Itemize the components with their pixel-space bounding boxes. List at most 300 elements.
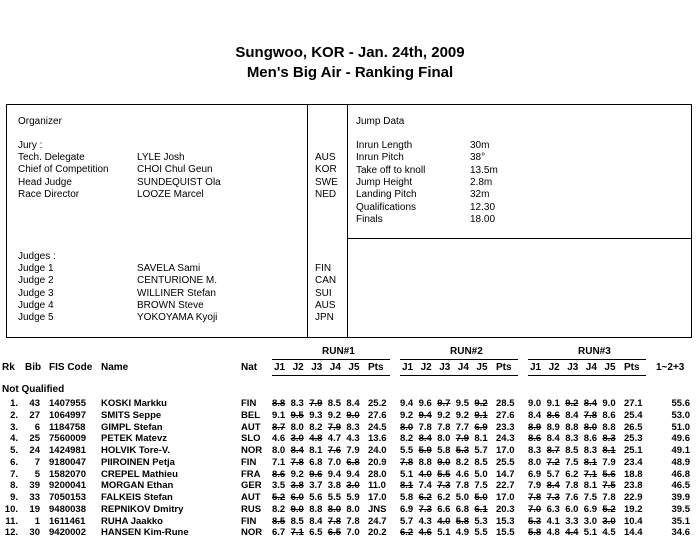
- table-row: [0, 445, 700, 456]
- judge-col-header: J1: [402, 362, 414, 373]
- judge-score-cell: 4.6: [418, 527, 432, 539]
- col-fis-code: FIS Code: [49, 362, 93, 373]
- col-rank: Rk: [2, 362, 15, 373]
- judge-score-cell: 8.5: [272, 515, 286, 527]
- judge-score-cell: 3.0: [602, 515, 616, 527]
- judge-score-cell: 8.6: [602, 409, 616, 421]
- bib-cell: 27: [29, 409, 40, 421]
- judge-score-cell: 6.9: [474, 421, 488, 433]
- nat-cell: FIN: [241, 398, 257, 409]
- judge-score-cell: 6.3: [546, 503, 560, 515]
- judge-name: CENTURIONE M.: [137, 275, 217, 287]
- judge-score-cell: 6.7: [272, 527, 286, 539]
- run-points-cell: 17.0: [368, 492, 387, 503]
- judge-score-cell: 7.9: [327, 421, 342, 433]
- run2-header: RUN#2: [450, 346, 483, 357]
- jury-nat: KOR: [315, 164, 337, 176]
- fis-code-cell: 1184758: [49, 421, 86, 433]
- judge-score-cell: 4.6: [272, 433, 286, 445]
- run-points-cell: 17.0: [496, 445, 515, 456]
- judge-score-cell: 8.3: [583, 445, 598, 456]
- bib-cell: 19: [29, 503, 40, 515]
- judge-score-cell: 6.9: [400, 503, 414, 515]
- bib-cell: 24: [29, 445, 40, 456]
- judge-score-cell: 5.7: [546, 468, 560, 480]
- jury-role: Head Judge: [18, 176, 72, 188]
- run-points-cell: 23.4: [624, 456, 643, 468]
- total-cell: 39.5: [671, 503, 690, 515]
- judge-score-cell: 4.6: [455, 468, 470, 480]
- judge-score-cell: 7.8: [437, 421, 451, 433]
- judge-score-cell: 8.8: [309, 503, 323, 515]
- judge-score-cell: 9.0: [602, 398, 616, 409]
- judge-score-cell: 3.7: [309, 480, 323, 492]
- jump-data-label: Take off to knoll: [356, 164, 426, 176]
- judge-score-cell: 7.9: [309, 398, 323, 409]
- judge-score-cell: 8.0: [528, 456, 542, 468]
- judge-score-cell: 7.9: [455, 433, 470, 445]
- jump-data-label: Jump Data: [356, 116, 405, 127]
- judge-score-cell: 7.5: [602, 480, 616, 492]
- run-points-cell: 26.5: [624, 421, 643, 433]
- table-row: [0, 398, 700, 409]
- judge-name: SAVELA Sami: [137, 263, 201, 274]
- table-row: [0, 516, 700, 527]
- judge-score-cell: 7.8: [290, 456, 304, 468]
- fis-code-cell: 9480038: [49, 503, 86, 515]
- judge-score-cell: 8.3: [602, 433, 616, 445]
- judge-score-cell: 9.7: [437, 398, 451, 409]
- run-points-cell: 25.2: [368, 398, 387, 409]
- judge-score-cell: 8.0: [272, 445, 286, 456]
- jump-data-label: Finals: [356, 213, 383, 225]
- athlete-name-cell: HANSEN Kim-Rune: [101, 527, 189, 539]
- judge-score-cell: 5.3: [455, 445, 470, 456]
- judge-score-cell: 8.4: [346, 398, 360, 409]
- judge-score-cell: 9.2: [290, 468, 304, 480]
- judge-name: BROWN Steve: [137, 299, 204, 311]
- judge-score-cell: 7.8: [455, 480, 470, 492]
- run-header-rule: [528, 359, 646, 360]
- judge-score-cell: 9.2: [455, 409, 470, 421]
- judge-score-cell: 9.2: [565, 398, 579, 409]
- rank-cell: 1.: [10, 398, 18, 409]
- col-nat: Nat: [241, 362, 258, 373]
- fis-code-cell: 1407955: [49, 398, 86, 409]
- table-row: [0, 422, 700, 433]
- rank-cell: 9.: [10, 492, 18, 503]
- jump-data-label: Inrun Pitch: [356, 152, 404, 164]
- judge-score-cell: 5.5: [327, 492, 342, 503]
- run-points-cell: 15.5: [496, 527, 515, 539]
- judge-score-cell: 6.0: [290, 492, 304, 503]
- judge-score-cell: 5.2: [272, 492, 286, 503]
- fis-code-cell: 1582070: [49, 468, 86, 480]
- judge-score-cell: 8.1: [400, 480, 414, 492]
- judge-score-cell: 8.4: [528, 409, 542, 421]
- run-points-cell: 25.5: [496, 456, 515, 468]
- judge-score-cell: 4.0: [437, 515, 451, 527]
- judge-score-cell: 9.6: [309, 468, 323, 480]
- judge-score-cell: 7.7: [455, 421, 470, 433]
- judge-score-cell: 7.8: [346, 515, 360, 527]
- run-points-cell: 28.5: [496, 398, 515, 409]
- judge-score-cell: 8.4: [546, 433, 560, 445]
- judge-score-cell: 8.5: [290, 515, 304, 527]
- judge-score-cell: 8.2: [400, 433, 414, 445]
- nat-cell: FIN: [241, 456, 257, 468]
- bib-cell: 25: [29, 433, 40, 445]
- judge-score-cell: 8.6: [528, 433, 542, 445]
- page-title: Sungwoo, KOR - Jan. 24th, 2009: [235, 44, 465, 61]
- judge-score-cell: 8.5: [474, 456, 488, 468]
- judges-label: Judges :: [18, 251, 56, 262]
- judge-score-cell: 7.3: [418, 503, 432, 515]
- table-row: [0, 433, 700, 444]
- athlete-name-cell: SMITS Seppe: [101, 409, 162, 421]
- athlete-name-cell: GIMPL Stefan: [101, 421, 163, 433]
- judge-col-header: J4: [457, 362, 469, 373]
- judge-score-cell: 6.8: [309, 456, 323, 468]
- judge-score-cell: 7.1: [583, 468, 598, 480]
- judge-col-header: Pts: [496, 362, 512, 373]
- total-cell: 46.5: [671, 480, 690, 492]
- jump-data-label: Jump Height: [356, 176, 413, 188]
- rank-cell: 2.: [10, 409, 18, 421]
- rank-cell: 7.: [10, 468, 18, 480]
- run3-header: RUN#3: [578, 346, 611, 357]
- run-points-cell: 14.4: [624, 527, 643, 539]
- judge-score-cell: 8.3: [528, 445, 542, 456]
- jump-data-label: Qualifications: [356, 201, 417, 213]
- judge-score-cell: 3.8: [327, 480, 342, 492]
- judge-score-cell: 9.4: [327, 468, 342, 480]
- judge-col-header: J2: [548, 362, 560, 373]
- judge-col-header: J5: [604, 362, 616, 373]
- judge-role: Judge 2: [18, 275, 54, 287]
- table-row: [0, 469, 700, 480]
- judge-col-header: J2: [420, 362, 432, 373]
- section-label: Not Qualified: [2, 384, 65, 395]
- judge-score-cell: 6.5: [309, 527, 323, 539]
- judge-nat: JPN: [315, 312, 334, 324]
- judge-score-cell: 6.8: [346, 456, 360, 468]
- nat-cell: BEL: [241, 409, 260, 421]
- judge-score-cell: 8.4: [565, 409, 579, 421]
- col-total: 1~2+3: [656, 362, 685, 373]
- judge-score-cell: 8.1: [583, 480, 598, 492]
- judge-score-cell: 8.5: [565, 445, 579, 456]
- judge-score-cell: 3.0: [346, 480, 360, 492]
- judge-score-cell: 7.1: [290, 527, 304, 539]
- run-points-cell: 24.0: [368, 445, 387, 456]
- judge-score-cell: 8.6: [583, 433, 598, 445]
- judge-score-cell: 8.6: [272, 468, 286, 480]
- judge-score-cell: 7.5: [583, 492, 598, 503]
- judge-col-header: J4: [329, 362, 341, 373]
- judge-score-cell: 7.8: [602, 492, 616, 503]
- judge-score-cell: 5.5: [400, 445, 414, 456]
- judge-col-header: J1: [274, 362, 286, 373]
- nat-cell: NOR: [241, 527, 263, 539]
- judge-header-rule: [400, 375, 518, 376]
- judge-score-cell: 7.0: [346, 527, 360, 539]
- info-box-divider-1: [307, 104, 308, 338]
- judge-score-cell: 4.8: [546, 527, 560, 539]
- judge-score-cell: 4.5: [602, 527, 616, 539]
- judge-score-cell: 8.9: [546, 421, 560, 433]
- col-name: Name: [101, 362, 129, 373]
- judge-header-rule: [528, 375, 646, 376]
- judge-score-cell: 9.3: [309, 409, 323, 421]
- jury-nat: SWE: [315, 176, 338, 188]
- judge-score-cell: 5.9: [418, 445, 432, 456]
- judge-col-header: Pts: [368, 362, 384, 373]
- run-points-cell: JNS: [368, 503, 387, 515]
- judge-score-cell: 5.1: [583, 527, 598, 539]
- judge-score-cell: 7.0: [327, 456, 342, 468]
- athlete-name-cell: PIIROINEN Petja: [101, 456, 175, 468]
- judge-score-cell: 5.1: [437, 527, 451, 539]
- run-points-cell: 20.3: [496, 503, 515, 515]
- judge-score-cell: 3.5: [272, 480, 286, 492]
- nat-cell: RUS: [241, 503, 262, 515]
- jump-data-value: 30m: [470, 140, 490, 151]
- judge-score-cell: 8.0: [327, 503, 342, 515]
- fis-code-cell: 1424981: [49, 445, 86, 456]
- bib-cell: 7: [34, 456, 40, 468]
- run-points-cell: 18.8: [624, 468, 643, 480]
- judge-score-cell: 5.6: [309, 492, 323, 503]
- nat-cell: AUT: [241, 421, 261, 433]
- judge-score-cell: 5.8: [437, 445, 451, 456]
- judge-score-cell: 5.2: [602, 503, 616, 515]
- organizer-label: Organizer: [18, 116, 62, 127]
- athlete-name-cell: CREPEL Mathieu: [101, 468, 178, 480]
- rank-cell: 10.: [4, 503, 18, 515]
- judge-score-cell: 8.1: [602, 445, 616, 456]
- rank-cell: 4.: [10, 433, 18, 445]
- judge-score-cell: 8.4: [583, 398, 598, 409]
- rank-cell: 8.: [10, 480, 18, 492]
- judge-score-cell: 8.8: [418, 456, 432, 468]
- nat-cell: SLO: [241, 433, 261, 445]
- run-points-cell: 25.4: [624, 409, 643, 421]
- judge-score-cell: 8.7: [546, 445, 560, 456]
- judge-score-cell: 8.4: [418, 433, 432, 445]
- judge-score-cell: 8.4: [290, 445, 304, 456]
- fis-code-cell: 9420002: [49, 527, 86, 539]
- jury-nat: AUS: [315, 152, 336, 163]
- jury-role: Chief of Competition: [18, 164, 109, 176]
- info-box: [6, 104, 692, 338]
- info-box-divider-2: [347, 104, 348, 338]
- judge-score-cell: 7.8: [327, 515, 342, 527]
- judge-score-cell: 6.2: [400, 527, 414, 539]
- judge-score-cell: 8.7: [272, 421, 286, 433]
- table-row: [0, 492, 700, 503]
- judge-score-cell: 8.6: [546, 409, 560, 421]
- judge-score-cell: 3.0: [290, 433, 304, 445]
- judge-score-cell: 4.3: [346, 433, 360, 445]
- judge-score-cell: 5.5: [437, 468, 451, 480]
- jump-data-value: 38°: [470, 152, 486, 164]
- judge-col-header: J1: [530, 362, 542, 373]
- jump-data-value: 12.30: [470, 201, 496, 213]
- judge-col-header: J2: [292, 362, 304, 373]
- run-header-rule: [400, 359, 518, 360]
- run-points-cell: 25.3: [624, 433, 643, 445]
- judge-score-cell: 9.0: [290, 503, 304, 515]
- bib-cell: 30: [29, 527, 40, 539]
- fis-code-cell: 1064997: [49, 409, 86, 421]
- judge-score-cell: 9.6: [418, 398, 432, 409]
- judge-col-header: J3: [311, 362, 323, 373]
- judge-score-cell: 7.5: [474, 480, 488, 492]
- judge-score-cell: 7.9: [346, 445, 360, 456]
- judge-score-cell: 6.2: [565, 468, 579, 480]
- judge-score-cell: 9.4: [346, 468, 360, 480]
- judge-score-cell: 7.4: [418, 480, 432, 492]
- judge-score-cell: 5.0: [455, 492, 470, 503]
- judge-score-cell: 4.4: [565, 527, 579, 539]
- judge-score-cell: 9.0: [528, 398, 542, 409]
- info-box-divider-3: [347, 238, 692, 239]
- judge-score-cell: 9.1: [474, 409, 488, 421]
- judge-nat: SUI: [315, 287, 332, 299]
- jump-data-label: Inrun Length: [356, 140, 413, 151]
- judge-header-rule: [272, 375, 390, 376]
- run-points-cell: 22.7: [496, 480, 515, 492]
- judge-score-cell: 8.2: [455, 456, 470, 468]
- run1-header: RUN#1: [322, 346, 355, 357]
- total-cell: 46.8: [671, 468, 690, 480]
- judge-role: Judge 3: [18, 287, 54, 299]
- judge-score-cell: 4.3: [418, 515, 432, 527]
- judge-score-cell: 7.8: [400, 456, 414, 468]
- bib-cell: 5: [34, 468, 40, 480]
- judge-score-cell: 7.0: [528, 503, 542, 515]
- total-cell: 49.1: [671, 445, 690, 456]
- judge-score-cell: 7.3: [437, 480, 451, 492]
- judge-nat: AUS: [315, 299, 336, 311]
- judge-score-cell: 8.0: [400, 421, 414, 433]
- judge-score-cell: 9.2: [437, 409, 451, 421]
- judge-score-cell: 5.6: [602, 468, 616, 480]
- athlete-name-cell: RUHA Jaakko: [101, 515, 163, 527]
- total-cell: 53.0: [671, 409, 690, 421]
- nat-cell: GER: [241, 480, 262, 492]
- judge-score-cell: 5.0: [474, 492, 488, 503]
- run-points-cell: 28.0: [368, 468, 387, 480]
- judge-score-cell: 6.2: [418, 492, 432, 503]
- judge-score-cell: 4.0: [418, 468, 432, 480]
- athlete-name-cell: FALKEIS Stefan: [101, 492, 173, 503]
- judge-score-cell: 5.8: [455, 515, 470, 527]
- run-points-cell: 22.9: [624, 492, 643, 503]
- judge-score-cell: 7.9: [528, 480, 542, 492]
- judge-score-cell: 3.3: [565, 515, 579, 527]
- run-points-cell: 23.3: [496, 421, 515, 433]
- run-points-cell: 19.2: [624, 503, 643, 515]
- rank-cell: 6.: [10, 456, 18, 468]
- jury-nat: NED: [315, 188, 337, 200]
- total-cell: 51.0: [671, 421, 690, 433]
- judge-score-cell: 8.8: [565, 421, 579, 433]
- jury-name: LYLE Josh: [137, 152, 185, 163]
- run-points-cell: 27.6: [368, 409, 387, 421]
- judge-score-cell: 8.8: [602, 421, 616, 433]
- judge-score-cell: 4.9: [455, 527, 470, 539]
- judge-role: Judge 4: [18, 299, 54, 311]
- judge-score-cell: 9.5: [290, 409, 304, 421]
- judge-col-header: J4: [585, 362, 597, 373]
- rank-cell: 12.: [4, 527, 18, 539]
- judge-score-cell: 5.3: [474, 515, 488, 527]
- judge-score-cell: 8.8: [272, 398, 286, 409]
- judge-score-cell: 5.8: [528, 527, 542, 539]
- bib-cell: 43: [29, 398, 40, 409]
- bib-cell: 1: [34, 515, 40, 527]
- judge-role: Judge 1: [18, 263, 54, 274]
- judge-score-cell: 6.0: [565, 503, 579, 515]
- total-cell: 35.1: [671, 515, 690, 527]
- jury-name: SUNDEQUIST Ola: [137, 176, 221, 188]
- judge-score-cell: 5.9: [346, 492, 360, 503]
- judge-score-cell: 9.2: [400, 409, 414, 421]
- judge-name: WILLINER Stefan: [137, 287, 216, 299]
- judge-score-cell: 9.1: [546, 398, 560, 409]
- nat-cell: FIN: [241, 515, 257, 527]
- total-cell: 39.9: [671, 492, 690, 503]
- table-row: [0, 480, 700, 491]
- judge-score-cell: 4.7: [327, 433, 342, 445]
- col-bib: Bib: [25, 362, 42, 373]
- jump-data-value: 2.8m: [470, 176, 493, 188]
- judge-score-cell: 8.0: [583, 421, 598, 433]
- table-row: [0, 504, 700, 515]
- run-points-cell: 24.3: [496, 433, 515, 445]
- judge-score-cell: 9.4: [400, 398, 414, 409]
- judge-col-header: J5: [476, 362, 488, 373]
- judge-score-cell: 8.4: [309, 515, 323, 527]
- judge-score-cell: 9.0: [346, 409, 360, 421]
- judge-name: YOKOYAMA Kyoji: [137, 312, 218, 324]
- run-points-cell: 15.3: [496, 515, 515, 527]
- judge-score-cell: 6.2: [437, 492, 451, 503]
- table-row: [0, 457, 700, 468]
- athlete-name-cell: MORGAN Ethan: [101, 480, 174, 492]
- nat-cell: FRA: [241, 468, 261, 480]
- run-points-cell: 20.2: [368, 527, 387, 539]
- page-subtitle: Men's Big Air - Ranking Final: [246, 64, 454, 81]
- judge-score-cell: 9.5: [455, 398, 470, 409]
- run-points-cell: 20.9: [368, 456, 387, 468]
- run-points-cell: 23.8: [624, 480, 643, 492]
- judge-col-header: Pts: [624, 362, 640, 373]
- run-points-cell: 24.7: [368, 515, 387, 527]
- judge-score-cell: 8.9: [528, 421, 542, 433]
- jury-name: LOOZE Marcel: [137, 188, 204, 200]
- judge-score-cell: 8.1: [309, 445, 323, 456]
- judge-score-cell: 7.3: [546, 492, 560, 503]
- run-points-cell: 27.1: [624, 398, 643, 409]
- nat-cell: AUT: [241, 492, 261, 503]
- judge-score-cell: 7.8: [528, 492, 542, 503]
- fis-code-cell: 9200041: [49, 480, 86, 492]
- jury-label: Jury :: [18, 140, 43, 151]
- fis-code-cell: 1611461: [49, 515, 86, 527]
